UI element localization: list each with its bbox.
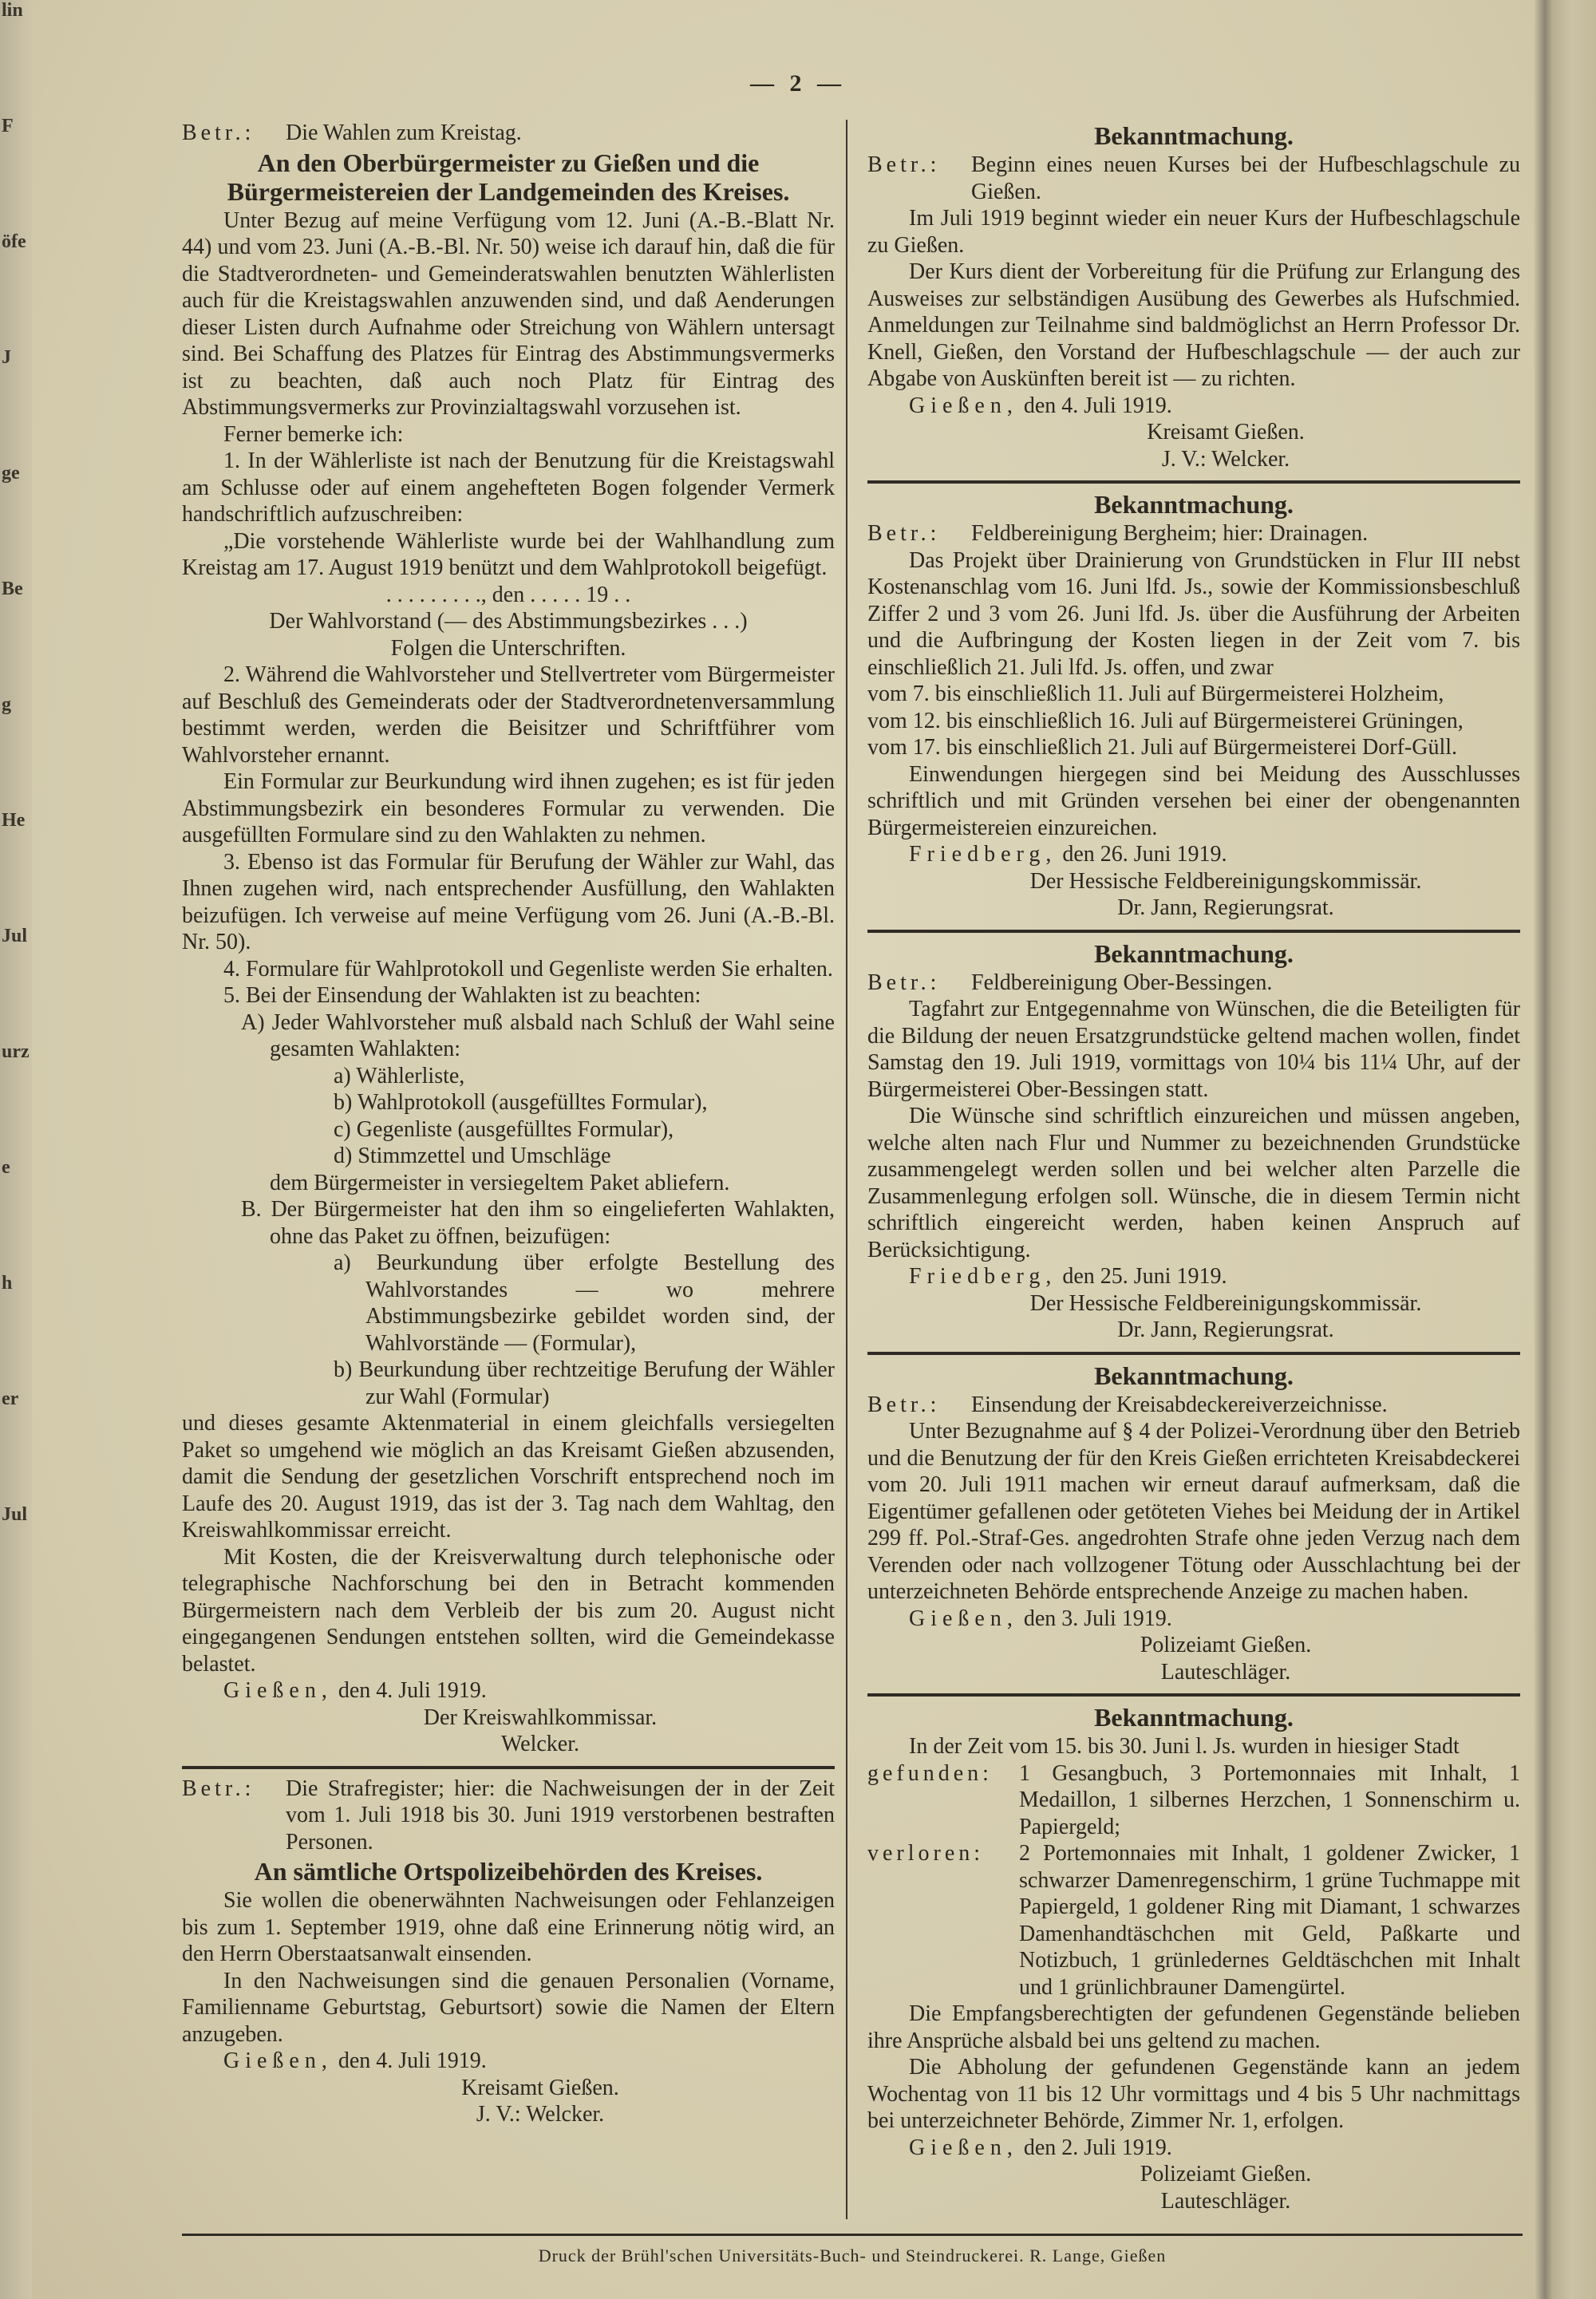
signature-line: Welcker. [500, 1732, 580, 1756]
subject-line [867, 152, 1520, 205]
subject-line [182, 120, 835, 147]
signature-line: J. V.: Welcker. [1161, 446, 1290, 472]
subject-line [867, 520, 1520, 547]
dateline-place: Gießen, [909, 393, 1018, 418]
signature-line: Kreisamt Gießen. [461, 2075, 619, 2100]
subject-label: Betr.: [867, 1392, 941, 1417]
dateline [867, 393, 1520, 420]
dateline [867, 841, 1520, 868]
section-divider [867, 930, 1520, 933]
margin-fragment: ge [2, 463, 20, 484]
centered-line: . . . . . . . . ., den . . . . . 19 . . [385, 582, 631, 607]
notice-section [867, 121, 1520, 472]
footer-divider [182, 2234, 1523, 2236]
signature-line: Der Hessische Feldbereinigungskommissär. [1029, 868, 1422, 894]
paragraph: Die Empfangsberechtigten der gefundenen Gegenstände belieben ihre Ansprüche alsbald bei uns geltend zu machen. [867, 2001, 1520, 2053]
notice-heading: Bekanntmachung. [1094, 938, 1294, 968]
adjacent-page-left-edge [0, 0, 32, 2299]
dateline [867, 1606, 1520, 1633]
dateline-date: den 2. Juli 1919. [1017, 2135, 1172, 2160]
margin-fragment: öfe [2, 231, 26, 252]
subject-label: Betr.: [182, 120, 255, 145]
signature-block [182, 2075, 835, 2128]
signature-line: Kreisamt Gießen. [1147, 420, 1305, 444]
paragraph: Der Kurs dient der Vorbereitung für die Prüfung zur Erlangung des Ausweises zur selbständigen Ausübung des Gewerbes als Hufschmied. Anmeldungen zur Teilnahme sind baldmöglichst an Herrn Professor Dr. Knell, Gießen, den Vorstand der Hufbeschlagschule — der auch zur Abgabe von Auskünften bereit ist — zu richten. [867, 259, 1520, 391]
notice-heading: Bekanntmachung. [1094, 121, 1294, 150]
paragraph: Tagfahrt zur Entgegennahme von Wünschen, die die Beteiligten für die Bildung der neuen Ersatzgrundstücke geltend machen wollen, findet Samstag den 19. Juli 1919, vormittags von 10¼ bis 11¼ Uhr, auf der Bürgermeisterei Ober-Bessingen statt. [867, 997, 1520, 1102]
notice-section [182, 120, 835, 1758]
section-divider [867, 1352, 1520, 1355]
dateline-place: Friedberg, [909, 1264, 1057, 1289]
section-divider [182, 1766, 835, 1769]
dateline-place: Gießen, [909, 1606, 1018, 1631]
margin-fragment: Jul [2, 1504, 28, 1525]
margin-fragment: g [2, 694, 11, 715]
dateline-date: den 4. Juli 1919. [1017, 393, 1172, 418]
margin-fragment: h [2, 1273, 13, 1294]
paragraph: In den Nachweisungen sind die genauen Personalien (Vorname, Familienname Geburtstag, Geburtsort) sowie die Namen der Eltern anzugeben. [182, 1968, 835, 2047]
signature-line: Lauteschläger. [1160, 1659, 1291, 1685]
left-column [182, 120, 835, 2128]
item-list-label: gefunden: [867, 1760, 993, 1786]
subject-line [182, 1776, 835, 1856]
signature-line: Dr. Jann, Regierungsrat. [1117, 895, 1334, 920]
subject-label: Betr.: [867, 970, 941, 995]
subject-text: Feldbereinigung Bergheim; hier: Drainagen. [971, 521, 1369, 546]
subject-text: Einsendung der Kreisabdeckereiverzeichnisse. [971, 1392, 1388, 1417]
dateline-date: den 4. Juli 1919. [332, 2048, 487, 2073]
notice-section [867, 939, 1520, 1344]
margin-fragment: e [2, 1157, 10, 1178]
margin-fragment: J [2, 347, 11, 368]
subject-label: Betr.: [867, 152, 941, 177]
dateline [867, 2135, 1520, 2162]
dateline [182, 1677, 835, 1704]
sub-list-item: b) Beurkundung über rechtzeitige Berufung der Wähler zur Wahl (Formular) [334, 1357, 835, 1409]
page-number: — 2 — [750, 70, 846, 97]
subject-text: Feldbereinigung Ober-Bessingen. [971, 970, 1273, 995]
paragraph: Die Abholung der gefundenen Gegenstände kann an jedem Wochentag von 11 bis 12 Uhr vormittags und 4 bis 5 Uhr nachmittags bei unterzeichneter Behörde, Zimmer Nr. 1, erfolgen. [867, 2055, 1520, 2133]
item-list-label: verloren: [867, 1841, 985, 1866]
signature-line: Polizeiamt Gießen. [1140, 2162, 1312, 2186]
paragraph: 5. Bei der Einsendung der Wahlakten ist zu beachten: [223, 983, 701, 1008]
subject-label: Betr.: [182, 1776, 255, 1801]
notice-section [867, 1361, 1520, 1686]
paragraph: Einwendungen hiergegen sind bei Meidung des Ausschlusses schriftlich und mit Gründen versehen bei einer der obengenannten Bürgermeistereien einzureichen. [867, 761, 1520, 840]
margin-fragment: F [2, 116, 14, 136]
margin-fragment: Be [2, 579, 23, 599]
dateline [867, 1263, 1520, 1290]
notice-heading: An sämtliche Ortspolizeibehörden des Kreises. [254, 1857, 763, 1886]
centered-line: Folgen die Unterschriften. [390, 635, 626, 661]
item-list [867, 1840, 1520, 2001]
paragraph: 1. In der Wählerliste ist nach der Benutzung für die Kreistagswahl am Schlusse oder auf einem angehefteten Bogen folgender Vermerk handschriftlich aufzuschreiben: [182, 448, 835, 527]
sub-list-item: a) Beurkundung über erfolgte Bestellung des Wahlvorstandes — wo mehrere Abstimmungsbezirke gebildet worden sind, der Wahlvorstände — (Formular), [334, 1250, 835, 1356]
dateline-place: Gießen, [223, 1678, 333, 1703]
signature-line: Der Hessische Feldbereinigungskommissär. [1029, 1290, 1422, 1316]
dateline [182, 2048, 835, 2075]
list-item: B. Der Bürgermeister hat den ihm so eingelieferten Wahlakten, ohne das Paket zu öffnen, beizufügen: [241, 1197, 835, 1249]
subject-text: Beginn eines neuen Kurses bei der Hufbeschlagschule zu Gießen. [971, 152, 1520, 204]
paragraph: 4. Formulare für Wahlprotokoll und Gegenliste werden Sie erhalten. [223, 956, 833, 982]
dateline-date: den 3. Juli 1919. [1017, 1606, 1172, 1631]
margin-fragment: er [2, 1388, 19, 1409]
signature-line: J. V.: Welcker. [476, 2102, 605, 2127]
paragraph: Mit Kosten, die der Kreisverwaltung durch telephonische oder telegraphische Nachforschung bei den in Betracht kommenden Bürgermeistern nach dem Verbleib der bis zum 20. August nicht eingegangenen Sendungen entstehen sollten, wird die Gemeindekasse belastet. [182, 1544, 835, 1677]
paragraph: und dieses gesamte Aktenmaterial in einem gleichfalls versiegelten Paket so umgehend wie möglich an das Kreisamt Gießen abzusenden, damit die Sendung der gesetzlichen Vorschrift entsprechend noch im Laufe des 20. August 1919, das ist der 3. Tag nach dem Wahltag, den Kreiswahlkommissar erreicht. [182, 1411, 835, 1543]
dateline-place: Gießen, [223, 2048, 333, 2073]
sub-list-item: b) Wahlprotokoll (ausgefülltes Formular), [334, 1090, 708, 1115]
paragraph: Ein Formular zur Beurkundung wird ihnen zugehen; es ist für jeden Abstimmungsbezirk ein besonderes Formular zu verwenden. Die ausgefüllten Formulare sind zu den Wahlakten zu nehmen. [182, 769, 835, 847]
signature-line: Der Kreiswahlkommissar. [423, 1704, 658, 1730]
notice-section [867, 1703, 1520, 2214]
section-divider [867, 480, 1520, 484]
item-list-text: 2 Portemonnaies mit Inhalt, 1 goldener Zwicker, 1 schwarzer Damenregenschirm, 1 grüne Tuchmappe mit Papiergeld, 1 goldener Ring mit Diamant, 1 schwarzes Damenhandtäschchen mit Geld, Paßkarte und Notizbuch, 1 grünledernes Geldtäschchen mit Inhalt und 1 grünlichbrauner Damengürtel. [1019, 1841, 1520, 2000]
paragraph: Ferner bemerke ich: [223, 421, 404, 447]
paragraph: vom 17. bis einschließlich 21. Juli auf Bürgermeisterei Dorf-Güll. [867, 735, 1458, 760]
dateline-place: Friedberg, [909, 842, 1057, 867]
paragraph: Sie wollen die obenerwähnten Nachweisungen oder Fehlanzeigen bis zum 1. September 1919, ohne daß eine Erinnerung nötig wird, an den Herrn Oberstaatsanwalt einsenden. [182, 1888, 835, 1966]
list-item: A) Jeder Wahlvorsteher muß alsbald nach Schluß der Wahl seine gesamten Wahlakten: [241, 1009, 835, 1061]
signature-block [867, 1632, 1520, 1685]
sub-list-item: d) Stimmzettel und Umschläge [334, 1144, 611, 1168]
dateline-place: Gießen, [909, 2135, 1018, 2160]
signature-block [867, 868, 1520, 922]
notice-heading: An den Oberbürgermeister zu Gießen und die Bürgermeistereien der Landgemeinden des Kreises. [227, 148, 790, 206]
paragraph: Unter Bezug auf meine Verfügung vom 12. Juni (A.-B.-Blatt Nr. 44) und vom 23. Juni (A.-B.-Bl. Nr. 50) weise ich darauf hin, daß die für die Stadtverordneten- und Gemeinderatswahlen benutzten Wählerlisten auch für die Kreistagswahlen anzuwenden sind, und daß Aenderungen dieser Listen durch Aufnahme oder Streichung von Wählern untersagt sind. Bei Schaffung des Platzes für Eintrag des Abstimmungsvermerks ist zu beachten, daß auch noch Platz für Eintrag des Abstimmungsvermerks zur Provinzialtagswahl vorzusehen ist. [182, 207, 835, 420]
adjacent-page-right-edge [1534, 0, 1596, 2299]
signature-block [867, 1290, 1520, 1344]
section-divider [867, 1693, 1520, 1697]
signature-block [867, 2161, 1520, 2214]
item-list-text: 1 Gesangbuch, 3 Portemonnaies mit Inhalt, 1 Medaillon, 1 silbernes Herzchen, 1 Sonnenschirm u. Papiergeld; [1019, 1760, 1520, 1839]
subject-text: Die Wahlen zum Kreistag. [286, 120, 522, 145]
paragraph: 2. Während die Wahlvorsteher und Stellvertreter vom Bürgermeister auf Beschluß des Gemeinderats oder der Stadtverordnetenversammlung bestimmt werden, werden die Beisitzer und Schriftführer vom Wahlvorsteher ernannt. [182, 662, 835, 768]
margin-fragment: Jul [2, 926, 28, 946]
subject-text: Die Strafregister; hier: die Nachweisungen der in der Zeit vom 1. Juli 1918 bis 30. Juni 1919 verstorbenen bestraften Personen. [286, 1776, 835, 1855]
sub-list-item: a) Wählerliste, [334, 1063, 465, 1088]
column-divider [846, 120, 847, 2219]
paragraph: Unter Bezugnahme auf § 4 der Polizei-Verordnung über den Betrieb und die Benutzung der für den Kreis Gießen errichteten Kreisabdeckerei vom 20. Juli 1911 machen wir erneut darauf aufmerksam, daß die Eigentümer gefallenen oder getöteten Viehes bei Meidung der in Artikel 299 ff. Pol.-Straf-Ges. angedrohten Strafe ohne jeden Verzug nach dem Verenden oder nach vollzogener Tötung oder Ausschlachtung bei der unterzeichneten Behörde entsprechende Anzeige zu machen haben. [867, 1419, 1520, 1604]
subject-line [867, 970, 1520, 997]
sub-list-item: c) Gegenliste (ausgefülltes Formular), [334, 1116, 674, 1142]
notice-section [867, 490, 1520, 922]
paragraph: 3. Ebenso ist das Formular für Berufung der Wähler zur Wahl, das Ihnen zugehen wird, nach entsprechender Ausfüllung, den Wahlakten beizufügen. Ich verweise auf meine Verfügung vom 26. Juni (A.-B.-Bl. Nr. 50). [182, 849, 835, 954]
margin-fragment: urz [2, 1041, 30, 1062]
dateline-date: den 26. Juni 1919. [1057, 842, 1227, 867]
signature-line: Lauteschläger. [1160, 2188, 1291, 2214]
dateline-date: den 4. Juli 1919. [332, 1678, 487, 1703]
paragraph: „Die vorstehende Wählerliste wurde bei der Wahlhandlung zum Kreistag am 17. August 1919 benützt und dem Wahlprotokoll beigefügt. [182, 528, 835, 580]
subject-label: Betr.: [867, 521, 941, 546]
notice-section [182, 1776, 835, 2128]
signature-block [182, 1704, 835, 1758]
signature-line: Polizeiamt Gießen. [1140, 1633, 1312, 1657]
notice-heading: Bekanntmachung. [1094, 1703, 1294, 1732]
paragraph: Die Wünsche sind schriftlich einzureichen und müssen angeben, welche alten nach Flur und Nummer zu bezeichnenden Grundstücke zusammengelegt werden sollen und bei welcher alten Parzelle die Zusammenlegung erfolgen soll. Wünsche, die in diesem Termin nicht schriftlich eingereicht werden, haben keinen Anspruch auf Berücksichtigung. [867, 1104, 1520, 1262]
notice-heading: Bekanntmachung. [1094, 490, 1294, 519]
right-column [867, 120, 1520, 2214]
signature-line: Dr. Jann, Regierungsrat. [1117, 1317, 1334, 1342]
paragraph: In der Zeit vom 15. bis 30. Juni l. Js. wurden in hiesiger Stadt [909, 1734, 1460, 1759]
subject-line [867, 1392, 1520, 1419]
item-list [867, 1760, 1520, 1841]
paragraph: vom 12. bis einschließlich 16. Juli auf Bürgermeisterei Grüningen, [867, 708, 1464, 733]
paragraph: vom 7. bis einschließlich 11. Juli auf Bürgermeisterei Holzheim, [867, 681, 1444, 706]
notice-heading: Bekanntmachung. [1094, 1361, 1294, 1390]
margin-fragment: He [2, 810, 26, 831]
paragraph: Im Juli 1919 beginnt wieder ein neuer Kurs der Hufbeschlagschule zu Gießen. [867, 206, 1520, 258]
signature-block [867, 419, 1520, 472]
centered-line: Der Wahlvorstand (— des Abstimmungsbezirkes . . .) [269, 609, 748, 634]
margin-fragment: lin [2, 0, 23, 21]
list-continuation: dem Bürgermeister in versiegeltem Paket abliefern. [270, 1170, 730, 1195]
paragraph: Das Projekt über Drainierung von Grundstücken in Flur III nebst Kostenanschlag vom 16. Juni lfd. Js., sowie der Kommissionsbeschluß Ziffer 2 und 3 vom 26. Juni lfd. Js. über die Ausführung der Arbeiten und die Aufbringung der Kosten liegen in der Zeit vom 7. bis einschließlich 21. Juli lfd. Js. offen, und zwar [867, 547, 1520, 680]
printer-imprint: Druck der Brühl'schen Universitäts-Buch- und Steindruckerei. R. Lange, Gießen [538, 2246, 1167, 2265]
dateline-date: den 25. Juni 1919. [1057, 1264, 1227, 1289]
